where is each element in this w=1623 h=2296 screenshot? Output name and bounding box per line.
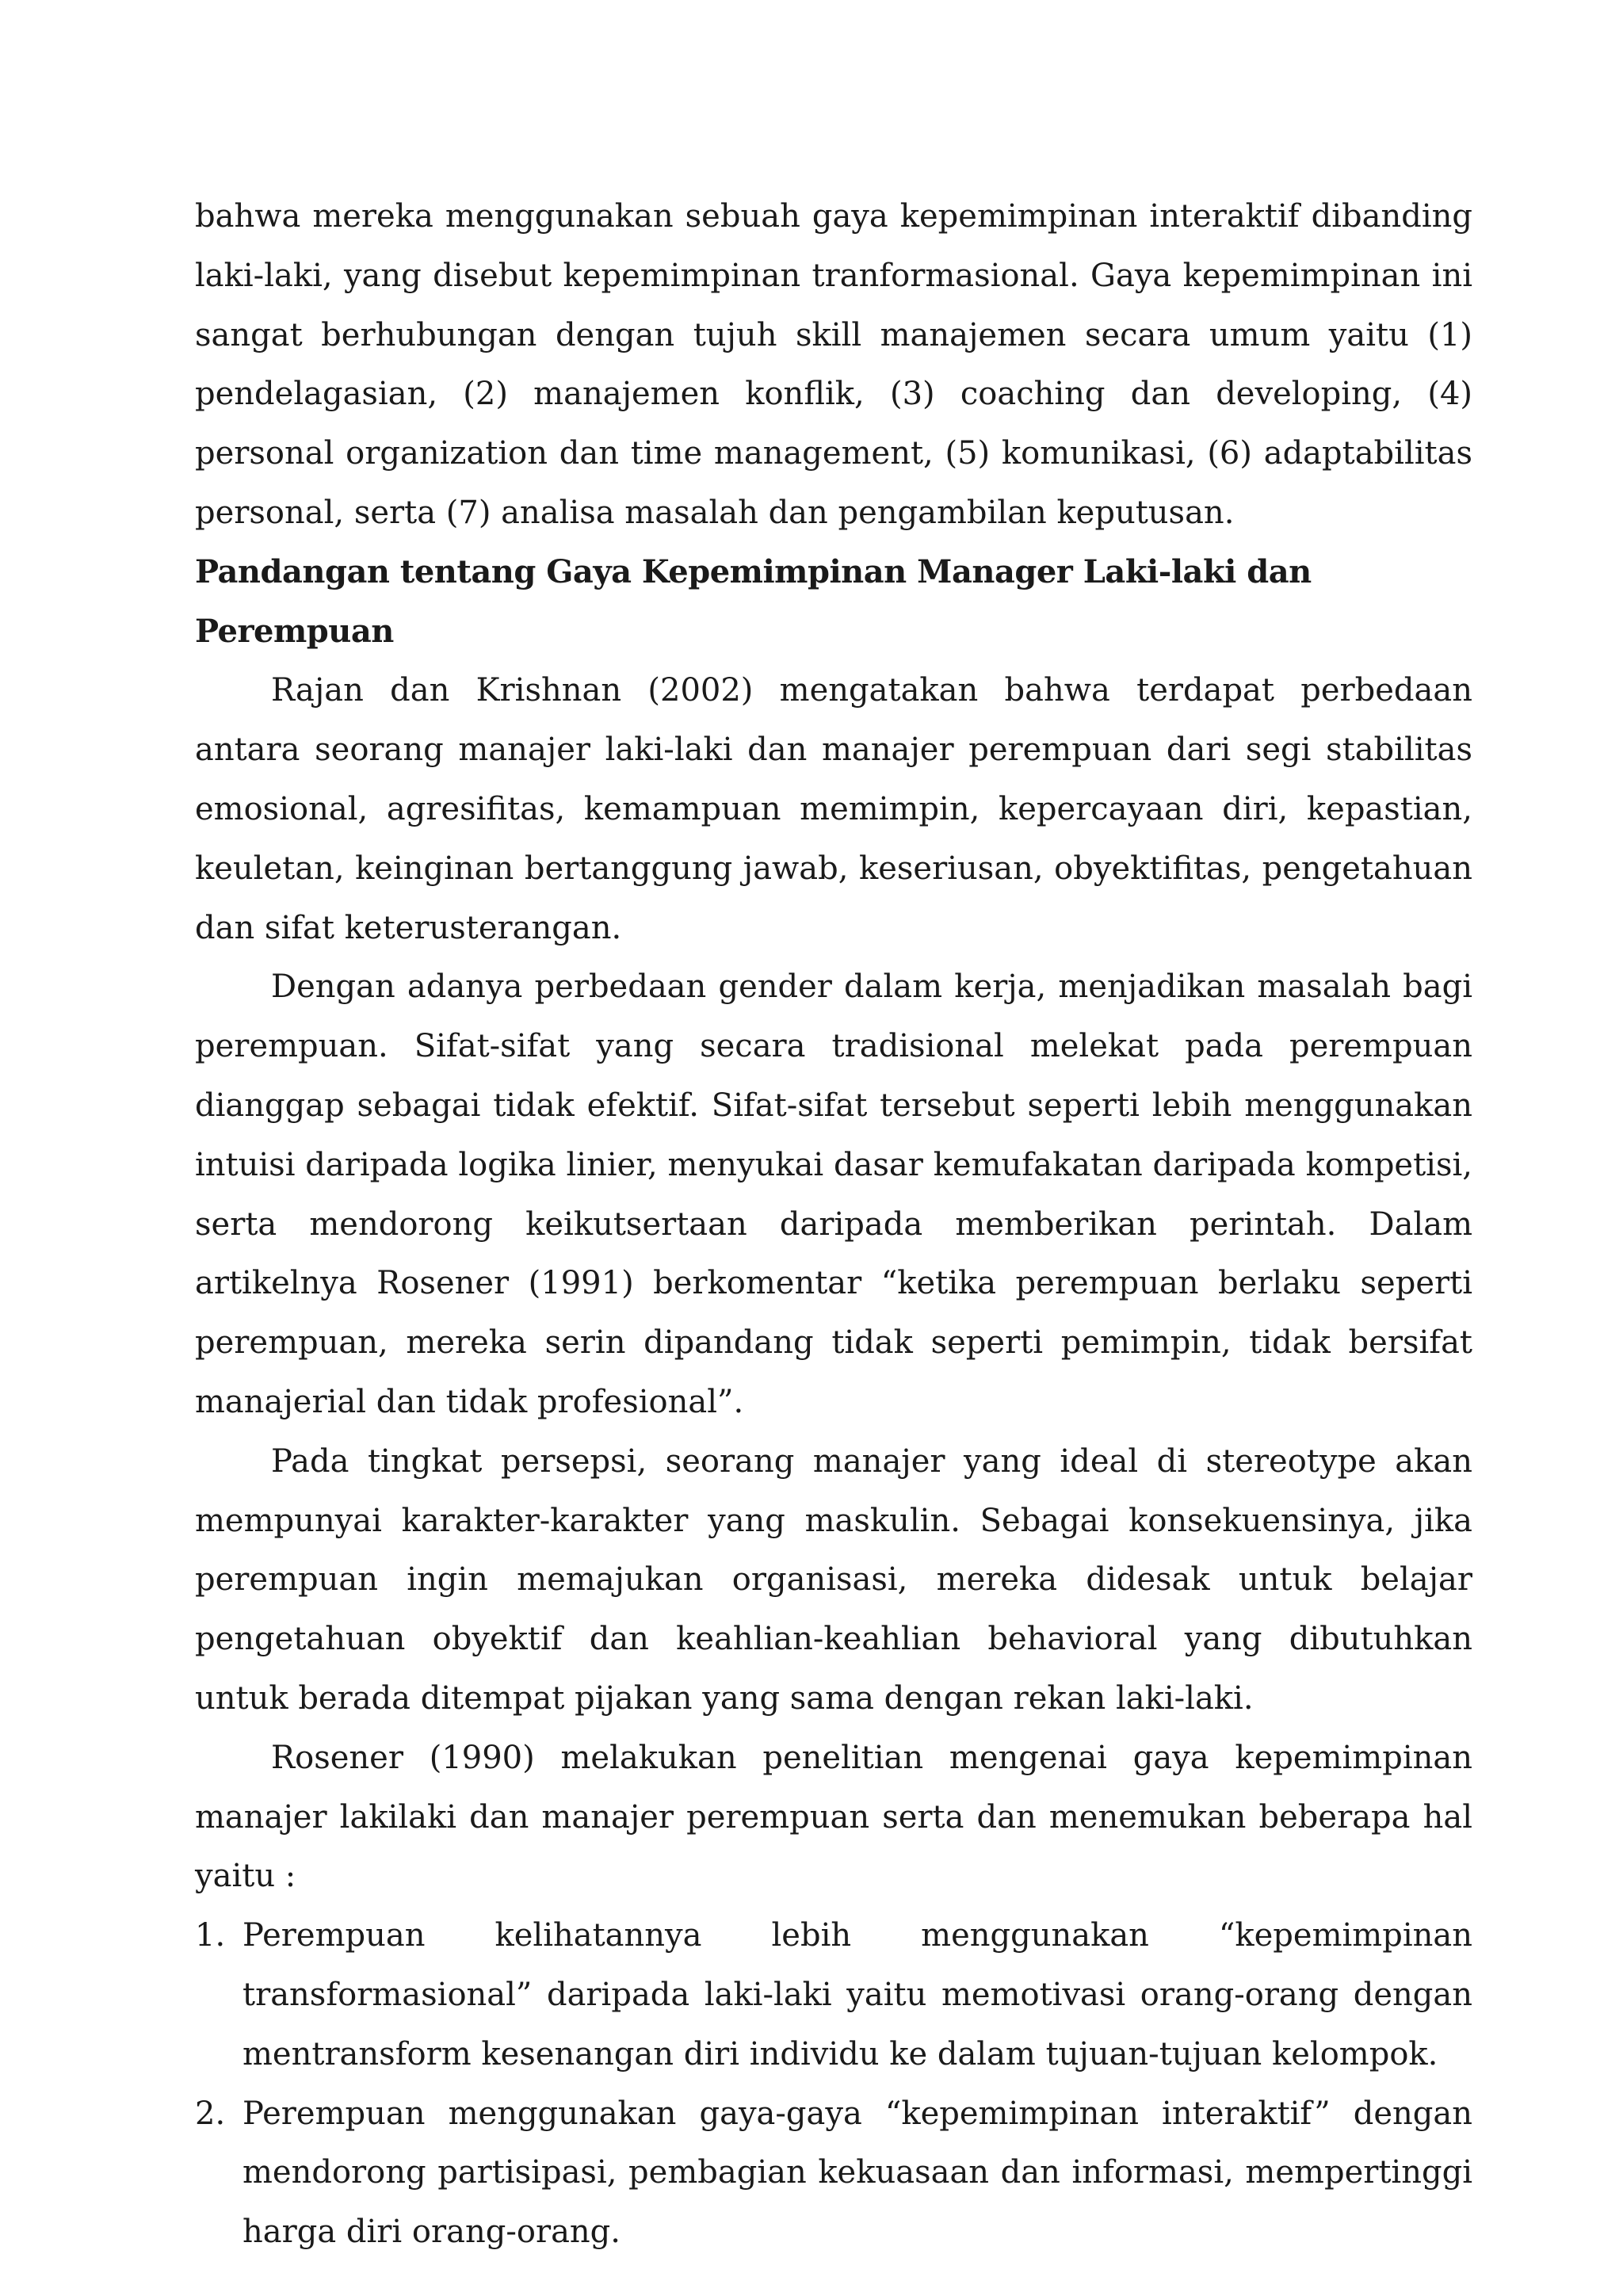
paragraph-perception: Pada tingkat persepsi, seorang manajer yang ideal di stereotype akan mempunyai karakter-karakter yang maskulin. Sebagai konsekuensinya, jika perempuan ingin memajukan organisasi, mereka didesak untuk belajar pengetahuan obyektif dan keahlian-keahlian behavioral yang dibutuhkan untuk berada ditempat pijakan yang sama dengan rekan laki-laki.	[195, 1442, 1472, 1717]
paragraph-gender-differences: Dengan adanya perbedaan gender dalam kerja, menjadikan masalah bagi perempuan. Sifat-sifat yang secara tradisional melekat pada perempuan dianggap sebagai tidak efektif. Sifat-sifat tersebut seperti lebih menggunakan intuisi daripada logika linier, menyukai dasar kemufakatan daripada kompetisi, serta mendorong keikutsertaan daripada memberikan perintah. Dalam artikelnya Rosener (1991) berkomentar “ketika perempuan berlaku seperti perempuan, mereka serin dipandang tidak seperti pemimpin, tidak bersifat manajerial dan tidak profesional”.	[195, 968, 1472, 1420]
paragraph-continuation: bahwa mereka menggunakan sebuah gaya kepemimpinan interaktif dibanding laki-laki, yang disebut kepemimpinan tranformasional. Gaya kepemimpinan ini sangat berhubungan dengan tujuh skill manajemen secara umum yaitu (1) pendelagasian, (2) manajemen konflik, (3) coaching dan developing, (4) personal organization dan time management, (5) komunikasi, (6) adaptabilitas personal, serta (7) analisa masalah dan pengambilan keputusan.	[195, 198, 1472, 531]
paragraph-rosener-study: Rosener (1990) melakukan penelitian mengenai gaya kepemimpinan manajer lakilaki dan manajer perempuan serta dan menemukan beberapa hal yaitu :	[195, 1739, 1472, 1895]
list-item-number: 2.	[195, 2095, 226, 2132]
document-body	[195, 187, 1472, 2262]
list-item-text: Perempuan menggunakan gaya-gaya “kepemimpinan interaktif” dengan mendorong partisipasi, pembagian kekuasaan dan informasi, mempertinggi harga diri orang-orang.	[242, 2095, 1472, 2251]
list-item-text: Perempuan kelihatannya lebih menggunakan “kepemimpinan transformasional” daripada laki-laki yaitu memotivasi orang-orang dengan mentransform kesenangan diri individu ke dalam tujuan-tujuan kelompok.	[242, 1917, 1472, 2073]
section-heading: Pandangan tentang Gaya Kepemimpinan Manager Laki-laki dan Perempuan	[195, 552, 1312, 650]
list-item	[195, 1906, 1472, 2084]
paragraph-rajan-krishnan: Rajan dan Krishnan (2002) mengatakan bahwa terdapat perbedaan antara seorang manajer laki-laki dan manajer perempuan dari segi stabilitas emosional, agresifitas, kemampuan memimpin, kepercayaan diri, kepastian, keuletan, keinginan bertanggung jawab, keseriusan, obyektifitas, pengetahuan dan sifat keterusterangan.	[195, 672, 1472, 946]
list-item	[195, 2084, 1472, 2262]
findings-list	[195, 1906, 1472, 2262]
list-item-number: 1.	[195, 1917, 226, 1954]
